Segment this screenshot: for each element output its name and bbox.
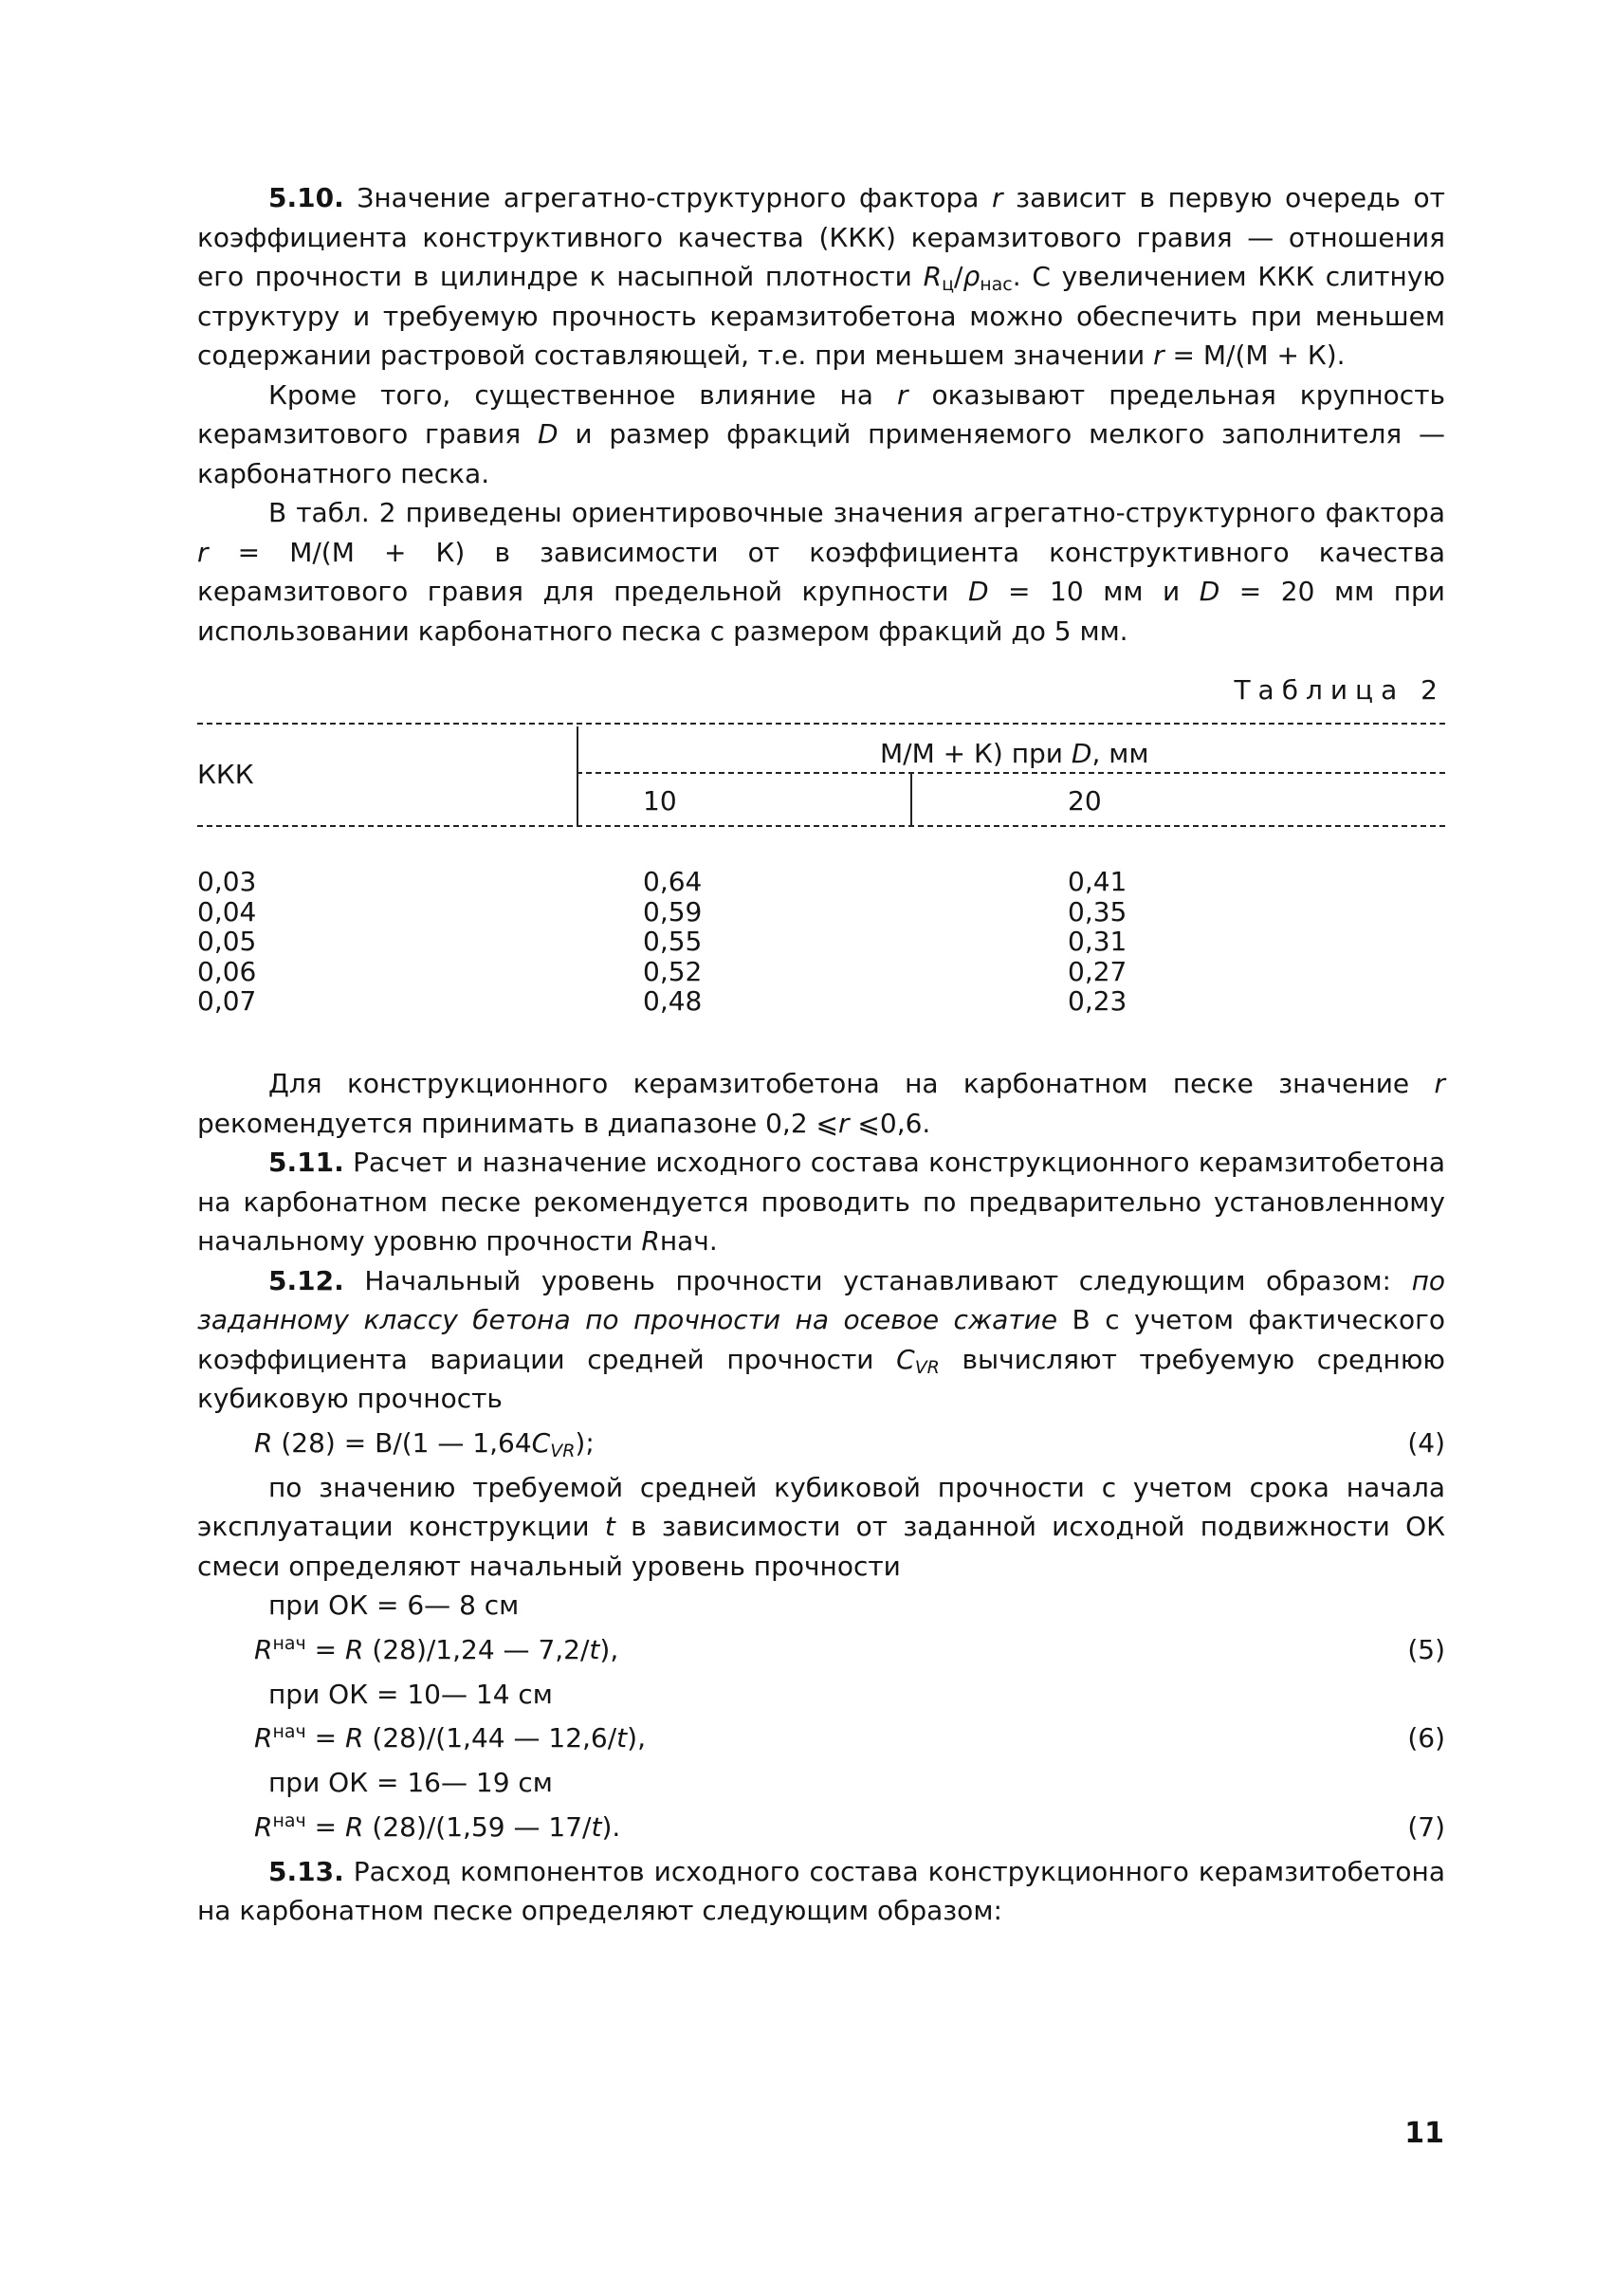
table-cell: 0,04 [197, 895, 257, 928]
paragraph-after-table: Для конструкционного керамзитобетона на карбонатном песке значение r рекомендуется принимать в диапазоне 0,2 ⩽r ⩽0,6. [197, 1068, 1445, 1139]
condition-6: при ОК = 10— 14 см [268, 1678, 553, 1710]
header-10: 10 [643, 785, 677, 817]
equation-number: (7) [1407, 1810, 1445, 1843]
paragraph-equations-intro: по значению требуемой средней кубиковой прочности с учетом срока начала эксплуатации конструкции t в зависимости от заданной исходной подвижности ОК смеси определяют начальный уровень прочности [197, 1471, 1446, 1582]
equation-number: (5) [1407, 1633, 1445, 1665]
table-cell: 0,27 [1068, 955, 1127, 987]
table-2 [197, 723, 1445, 1064]
column-20 [1068, 867, 1127, 1017]
table-cell: 0,23 [1068, 985, 1127, 1017]
paragraph-5-10: 5.10. Значение агрегатно-структурного фактора r зависит в первую очередь от коэффициента конструктивного качества (ККК) керамзитового гравия — отношения его прочности в цилиндре к насыпной плотности $R_ц/\rho_{нас}$. С увеличением ККК слитную структуру и требуемую прочность керамзитобетона можно обеспечить при меньшем содержании растровой составляющей, т.е. при меньшем значении r = М/(М + К). [197, 182, 1445, 371]
table-top-rule [197, 723, 1445, 725]
table-cell: 0,41 [1068, 866, 1127, 897]
table-cell: 0,05 [197, 926, 257, 957]
equation-number: (4) [1407, 1426, 1445, 1459]
paragraph-5-10-c: В табл. 2 приведены ориентировочные значения агрегатно-структурного фактора r = М/(М + К) в зависимости от коэффициента конструктивного качества керамзитового гравия для предельной крупности D = 10 мм и D = 20 мм при использовании карбонатного песка с размером фракций до 5 мм. [197, 497, 1445, 647]
table-cell: 0,31 [1068, 926, 1127, 957]
table-header-rule [197, 825, 1445, 827]
section-number: 5.10. [268, 182, 344, 213]
section-number: 5.11. [268, 1147, 344, 1178]
section-number: 5.12. [268, 1264, 344, 1296]
column-kkk [197, 867, 256, 1017]
header-kkk: ККК [197, 759, 254, 790]
section-number: 5.13. [268, 1855, 344, 1887]
header-20: 20 [1068, 785, 1102, 817]
table-cell: 0,48 [643, 985, 703, 1017]
table-cell: 0,59 [643, 895, 703, 928]
equation-number: (6) [1407, 1722, 1445, 1754]
table-cell: 0,64 [643, 866, 703, 897]
table-cell: 0,06 [197, 955, 257, 987]
table-group-rule [577, 772, 1445, 774]
table-vertical-rule-1 [577, 726, 578, 825]
equation-4: R (28) = В/(1 — $1,64C_{VR}$); (4) [197, 1419, 1445, 1468]
table-cell: 0,07 [197, 985, 257, 1017]
equation-6: $R^{нач} = R$ (28)/(1,44 — 12,6/t), (6) [197, 1714, 1445, 1763]
equation-5: $R^{нач} = R$ (28)/1,24 — 7,2/t), (5) [197, 1626, 1445, 1675]
page-number: 11 [1404, 2117, 1444, 2150]
table-cell: 0,03 [197, 866, 257, 897]
column-10 [643, 867, 702, 1017]
header-group: М/М + К) при D, мм [880, 738, 1149, 769]
condition-5: при ОК = 6— 8 см [268, 1589, 520, 1621]
table-cell: 0,55 [643, 926, 703, 957]
table-cell: 0,35 [1068, 895, 1127, 928]
paragraph-5-11: 5.11. Расчет и назначение исходного состава конструкционного керамзитобетона на карбонатном песке рекомендуется проводить по предварительно установленному начальному уровню прочности Rнач. [197, 1147, 1445, 1257]
condition-7: при ОК = 16— 19 см [268, 1767, 553, 1798]
table-caption: Таблица 2 [1234, 674, 1445, 706]
paragraph-5-12: 5.12. Начальный уровень прочности устанавливают следующим образом: по заданному классу бетона по прочности на осевое сжатие В с учетом фактического коэффициента вариации средней прочности $C_{VR}$ вычисляют требуемую среднюю кубиковую прочность [197, 1264, 1446, 1414]
paragraph-5-13: 5.13. Расход компонентов исходного состава конструкционного керамзитобетона на карбонатном песке определяют следующим образом: [197, 1855, 1445, 1926]
paragraph-5-10-b: Кроме того, существенное влияние на r оказывают предельная крупность керамзитового гравия D и размер фракций применяемого мелкого заполнителя — карбонатного песка. [197, 378, 1446, 489]
equation-7: $R^{нач} = R$ (28)/(1,59 — 17/t). (7) [197, 1803, 1445, 1852]
table-vertical-rule-2 [910, 774, 912, 825]
page-body [197, 178, 1445, 1931]
table-cell: 0,52 [643, 955, 703, 987]
